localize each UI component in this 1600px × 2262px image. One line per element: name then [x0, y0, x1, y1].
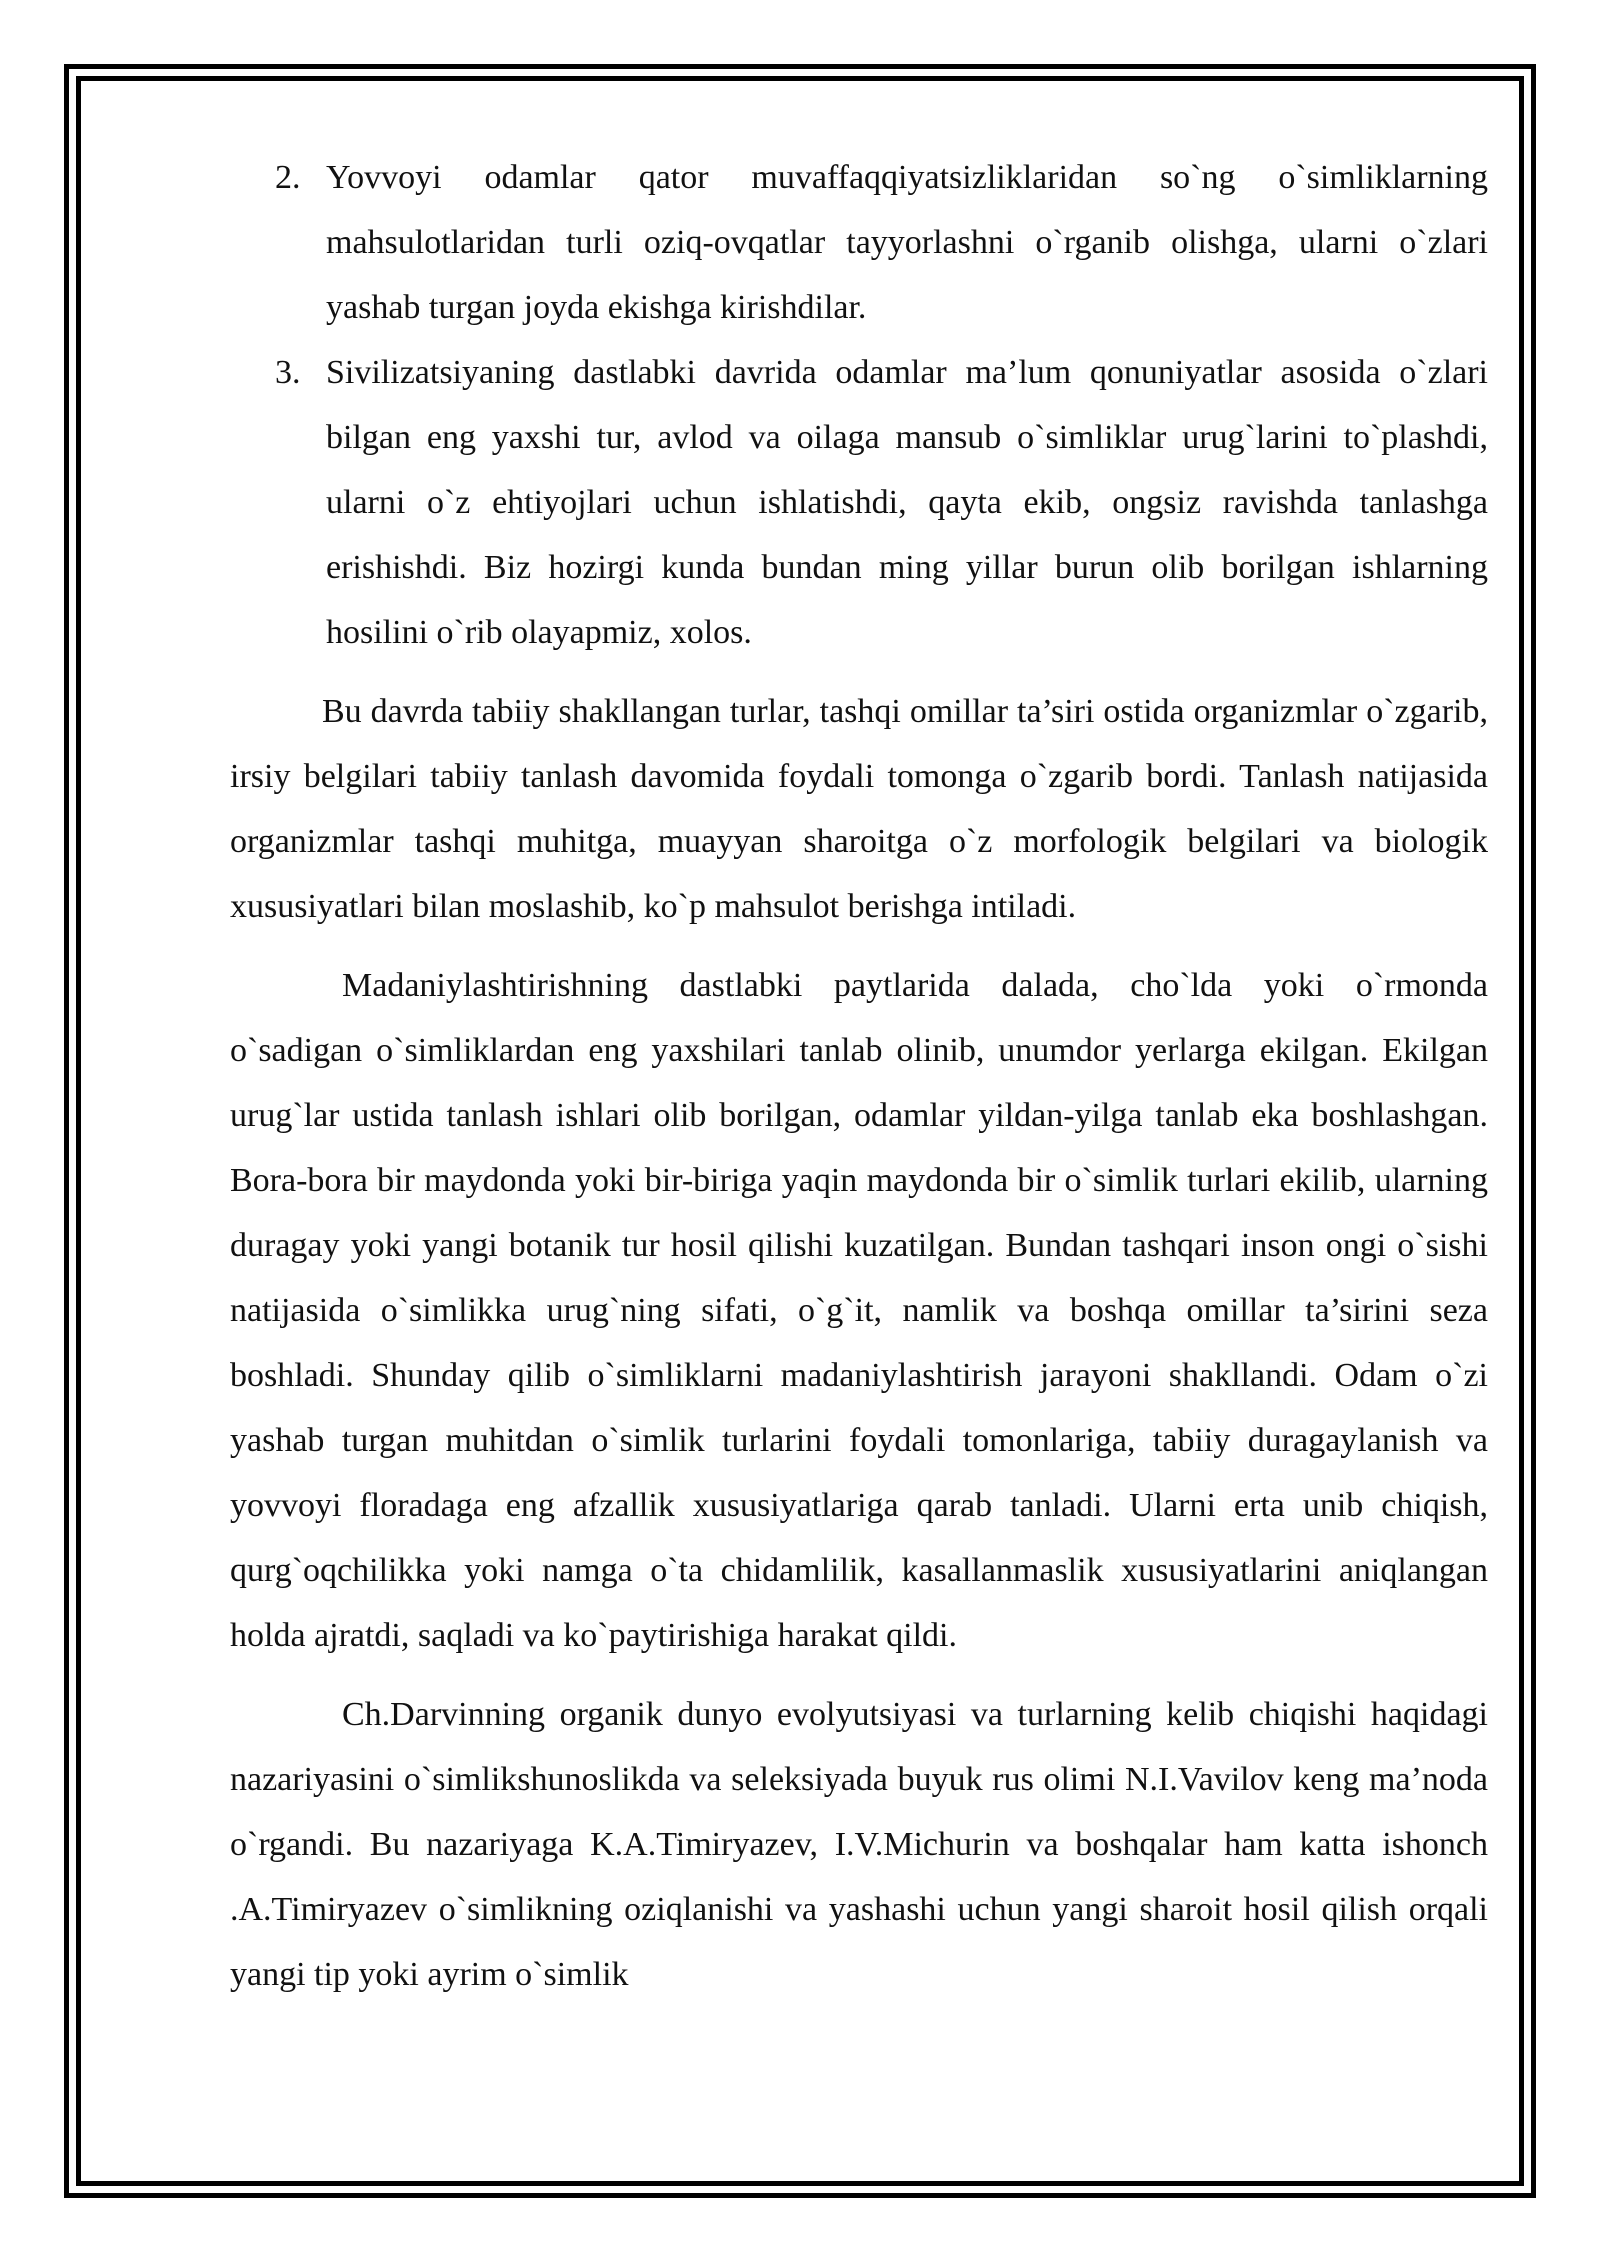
- document-body: [230, 145, 1488, 2007]
- list-item: [230, 340, 1488, 665]
- list-item-text: Sivilizatsiyaning dastlabki davrida odamlar ma’lum qonuniyatlar asosida o`zlari bilgan eng yaxshi tur, avlod va oilaga mansub o`simliklar urug`larini to`plashdi, ularni o`z ehtiyojlari uchun ishlatishdi, qayta ekib, ongsiz ravishda tanlashga erishishdi. Biz hozirgi kunda bundan ming yillar burun olib borilgan ishlarning hosilini o`rib olayapmiz, xolos.: [326, 354, 1488, 651]
- numbered-list: [230, 145, 1488, 665]
- paragraph: Ch.Darvinning organik dunyo evolyutsiyasi va turlarning kelib chiqishi haqidagi nazariyasini o`simlikshunoslikda va seleksiyada buyuk rus olimi N.I.Vavilov keng ma’noda o`rgandi. Bu nazariyaga K.A.Timiryazev, I.V.Michurin va boshqalar ham katta ishonch .A.Timiryazev o`simlikning oziqlanishi va yashashi uchun yangi sharoit hosil qilish orqali yangi tip yoki ayrim o`simlik: [230, 1696, 1488, 1993]
- list-item-text: Yovvoyi odamlar qator muvaffaqqiyatsizliklaridan so`ng o`simliklarning mahsulotlaridan turli oziq-ovqatlar tayyorlashni o`rganib olishga, ularni o`zlari yashab turgan joyda ekishga kirishdilar.: [326, 159, 1488, 326]
- list-item: [230, 145, 1488, 340]
- list-item-number: 3.: [275, 354, 301, 391]
- paragraph: Madaniylashtirishning dastlabki paytlarida dalada, cho`lda yoki o`rmonda o`sadigan o`simliklardan eng yaxshilari tanlab olinib, unumdor yerlarga ekilgan. Ekilgan urug`lar ustida tanlash ishlari olib borilgan, odamlar yildan-yilga tanlab eka boshlashgan. Bora-bora bir maydonda yoki bir-biriga yaqin maydonda bir o`simlik turlari ekilib, ularning duragay yoki yangi botanik tur hosil qilishi kuzatilgan. Bundan tashqari inson ongi o`sishi natijasida o`simlikka urug`ning sifati, o`g`it, namlik va boshqa omillar ta’sirini seza boshladi. Shunday qilib o`simliklarni madaniylashtirish jarayoni shakllandi. Odam o`zi yashab turgan muhitdan o`simlik turlarini foydali tomonlariga, tabiiy duragaylanish va yovvoyi floradaga eng afzallik xususiyatlariga qarab tanladi. Ularni erta unib chiqish, qurg`oqchilikka yoki namga o`ta chidamlilik, kasallanmaslik xususiyatlarini aniqlangan holda ajratdi, saqladi va ko`paytirishiga harakat qildi.: [230, 967, 1488, 1654]
- list-item-number: 2.: [275, 159, 301, 196]
- paragraph: Bu davrda tabiiy shakllangan turlar, tashqi omillar ta’siri ostida organizmlar o`zgarib, irsiy belgilari tabiiy tanlash davomida foydali tomonga o`zgarib bordi. Tanlash natijasida organizmlar tashqi muhitga, muayyan sharoitga o`z morfologik belgilari va biologik xususiyatlari bilan moslashib, ko`p mahsulot berishga intiladi.: [230, 693, 1488, 925]
